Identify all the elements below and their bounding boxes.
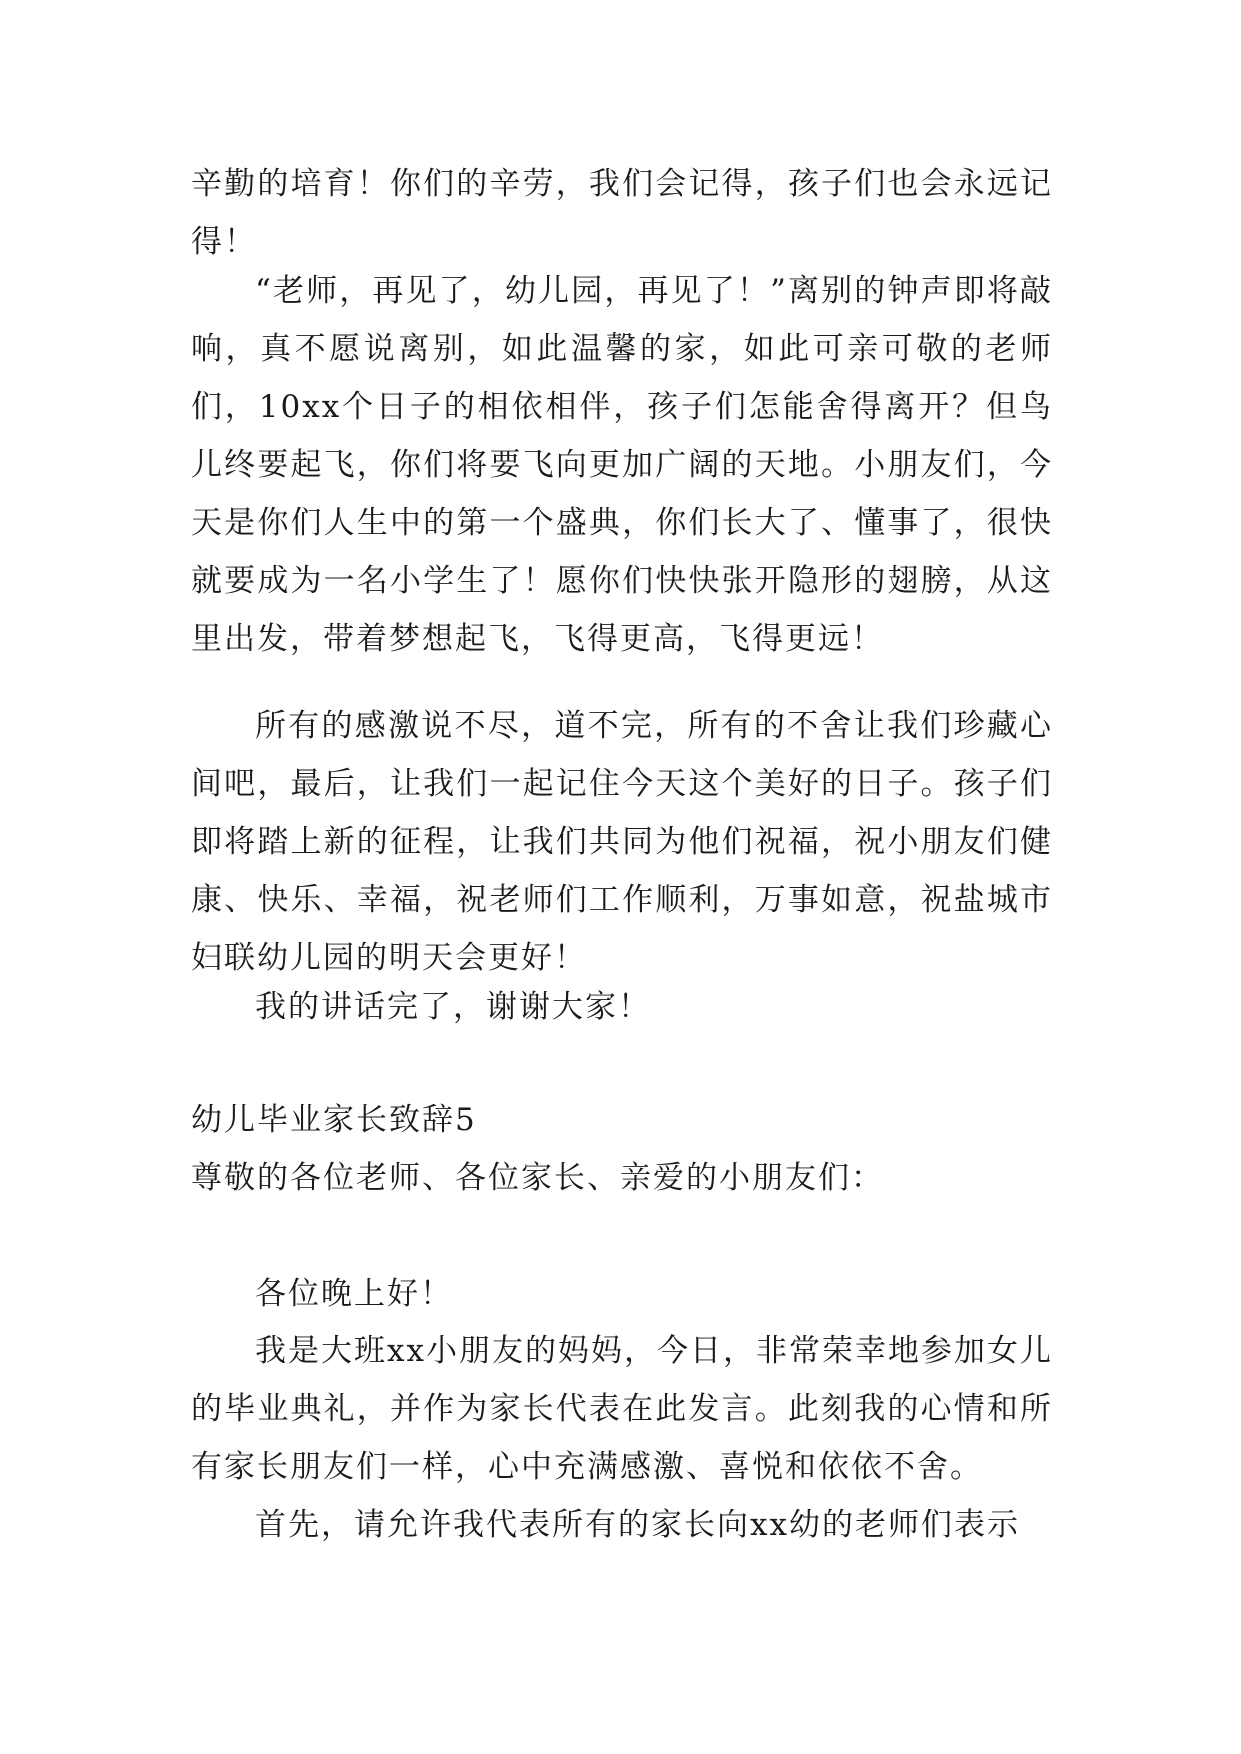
continuation-paragraph — [191, 155, 1053, 271]
closing-paragraph — [191, 978, 1053, 1036]
section-title: 幼儿毕业家长致辞5 — [191, 1102, 477, 1138]
intro-paragraph — [191, 1322, 1053, 1496]
paragraph-text: 辛勤的培育！你们的辛劳，我们会记得，孩子们也会永远记得！ — [191, 166, 1053, 260]
section-header — [191, 1091, 1053, 1207]
paragraph-text: 首先，请允许我代表所有的家长向xx幼的老师们表示 — [255, 1507, 1020, 1543]
paragraph-text: “老师，再见了，幼儿园，再见了！”离别的钟声即将敲响，真不愿说离别，如此温馨的家，如此可亲可敬的老师们，10xx个日子的相依相伴，孩子们怎能舍得离开？但鸟儿终要起飞，你们将要飞向更加广阔的天地。小朋友们，今天是你们人生中的第一个盛典，你们长大了、懂事了，很快就要成为一名小学生了！愿你们快快张开隐形的翅膀，从这里出发，带着梦想起飞，飞得更高，飞得更远！ — [191, 273, 1053, 657]
salutation: 尊敬的各位老师、各位家长、亲爱的小朋友们： — [191, 1160, 884, 1196]
farewell-paragraph — [191, 262, 1053, 668]
paragraph-text: 我是大班xx小朋友的妈妈，今日，非常荣幸地参加女儿的毕业典礼，并作为家长代表在此发言。此刻我的心情和所有家长朋友们一样，心中充满感激、喜悦和依依不舍。 — [191, 1333, 1053, 1485]
gratitude-paragraph — [191, 697, 1053, 987]
paragraph-text: 我的讲话完了，谢谢大家！ — [255, 989, 651, 1025]
paragraph-text: 所有的感激说不尽，道不完，所有的不舍让我们珍藏心间吧，最后，让我们一起记住今天这个美好的日子。孩子们即将踏上新的征程，让我们共同为他们祝福，祝小朋友们健康、快乐、幸福，祝老师们工作顺利，万事如意，祝盐城市妇联幼儿园的明天会更好！ — [191, 708, 1053, 976]
greeting-paragraph — [191, 1265, 1053, 1323]
greeting-text: 各位晚上好！ — [255, 1276, 453, 1312]
first-paragraph — [191, 1496, 1053, 1554]
